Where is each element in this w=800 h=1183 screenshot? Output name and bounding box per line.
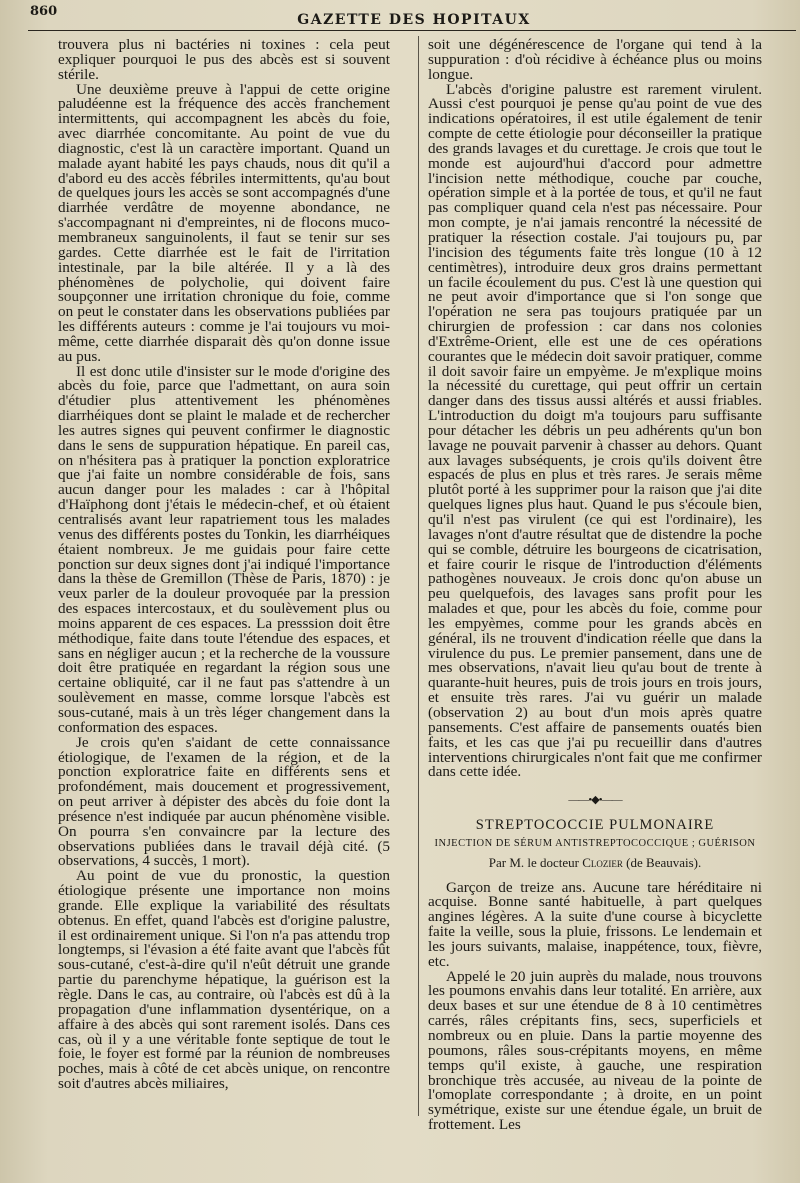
article-subtitle: INJECTION DE SÉRUM ANTISTREPTOCOCCIQUE ; GUÉRISON	[434, 837, 756, 849]
left-column	[58, 38, 390, 1092]
byline-prefix: Par M. le docteur	[488, 854, 583, 870]
column-divider	[418, 36, 419, 1116]
paragraph: soit une dégénérescence de l'organe qui tend à la suppuration : d'où récidive à échéance plus ou moins longue.	[428, 36, 762, 83]
article-byline	[428, 856, 762, 871]
right-column	[428, 38, 762, 1133]
paragraph: Garçon de treize ans. Aucune tare héréditaire ni acquise. Bonne santé habituelle, à part quelques angines légères. A la suite d'une course à bicyclette faite la veille, sous la pluie, frissons. Le lendemain et les jours suivants, malaise, inappétence, toux, fièvre, etc.	[428, 878, 762, 970]
paragraph: Je crois qu'en s'aidant de cette connaissance étiologique, de l'examen de la région, et de la ponction exploratrice faite en différents sens et profondément, mais doucement et progressivement, on peut arriver à dépister des abcès du foie dont la présence n'est indiquée par aucun phénomène visible. On pourra s'en convaincre par la lecture des observations publiées dans le travail déjà cité. (5 observations, 4 succès, 1 mort).	[58, 733, 390, 870]
paragraph: trouvera plus ni bactéries ni toxines : cela peut expliquer pourquoi le pus des abcès est si souvent stérile.	[58, 36, 390, 83]
paragraph: Il est donc utile d'insister sur le mode d'origine des abcès du foie, parce que l'admettant, on aura soin d'étudier plus attentivement les phénomènes diarrhéiques dont se plaint le malade et de rechercher les autres signes qui peuvent confirmer le diagnostic dans le sens de suppuration hépatique. En pareil cas, on n'hésitera pas à pratiquer la ponction exploratrice que j'ai faite un nombre considérable de fois, sans aucun danger pour les malades : car à l'hôpital d'Haïphong dont j'étais le médecin-chef, et où étaient centralisés avant leur rapatriement tous les malades venus des différents postes du Tonkin, les diarrhéiques étaient nombreux. Je me guidais pour faire cette ponction sur deux signes dont j'ai indiqué l'importance dans la thèse de Gremillon (Thèse de Paris, 1870) : je veux parler de la douleur provoquée par la pression des espaces intercostaux, et du soulèvement plus ou moins apparent de ces espaces. La presssion doit être méthodique, faite dans toute l'étendue des espaces, et sans en négliger aucun ; et la recherche de la voussure doit être pratiquée en regardant la région sous une certaine obliquité, car il ne faut pas s'attendre à un soulèvement en masse, comme lorsque l'abcès est sous-cutané, mais à un très léger changement dans la conformation des espaces.	[58, 362, 390, 736]
paragraph: Au point de vue du pronostic, la question étiologique présente une importance non moins grande. Elle explique la variabilité des résultats obtenus. En effet, quand l'abcès est d'origine palustre, il est ordinairement unique. Si l'on n'a pas attendu trop longtemps, si l'évasion a été faite avant que l'abcès fût sous-cutané, c'est-à-dire qu'il n'eût détruit une grande partie du parenchyme hépatique, la guérison est la règle. Dans le cas, au contraire, où l'abcès est dû à la propagation d'une inflammation dysentérique, on a affaire à des abcès qui sont rarement isolés. Dans ces cas, où il y a une véritable fonte septique de tout le foie, le foyer est formé par la réunion de nombreuses poches, mais à côté de cet abcès unique, on rencontre soit d'autres abcès miliaires,	[58, 867, 390, 1093]
paragraph: Appelé le 20 juin auprès du malade, nous trouvons les poumons envahis dans leur totalité. En arrière, aux deux bases et sur une étendue de 8 à 10 centimètres carrés, râles crépitants fins, secs, superficiels et nombreux ou en pluie. Dans la partie moyenne des poumons, râles sous-crépitants moyens, en même temps qu'il existe, à gauche, une respiration bronchique très accusée, au niveau de la pointe de l'omoplate correspondante ; à droite, en un point symétrique, existe sur une étendue égale, un bruit de frottement. Les	[428, 967, 762, 1134]
author-name: Clozier	[582, 854, 623, 870]
paragraph: L'abcès d'origine palustre est rarement virulent. Aussi c'est pourquoi je pense qu'au point de vue des indications opératoires, il est utile également de tenir compte de cette étiologie pour déconseiller la pratique des grands lavages et du curettage. Je crois que tout le monde est aujourd'hui d'accord pour admettre l'incision nette méthodique, couche par couche, opération simple et à la portée de tous, et qu'il ne faut pas compliquer quand cela n'est pas nécessaire. Pour mon compte, je n'ai jamais rencontré la nécessité de pratiquer la résection costale. J'ai toujours pu, par l'incision des téguments faite très longue (10 à 12 centimètres), introduire deux gros drains permettant un facile écoulement du pus. C'est là une question qui ne peut avoir d'importance que si l'on songe que l'opération ne sera pas toujours pratiquée par un chirurgien de profession : car dans nos colonies d'Extrême-Orient, elle est une de ces opérations courantes que le médecin doit savoir pratiquer, comme il doit savoir faire un empyème. Je m'explique moins la nécessité du curettage, qui peut offrir un certain danger dans des tissus aussi altérés et aussi friables. L'introduction du doigt m'a toujours paru suffisante pour détacher les débris un peu adhérents qu'un bon lavage ne pouvait parvenir à chasser au dehors. Quant aux lavages subséquents, je crois qu'ils doivent être espacés de plus en plus et très rares. Je serais même plutôt porté à les supprimer pour la raison que j'ai dite quelques lignes plus haut. Quand le pus s'écoule bien, qu'il n'est pas virulent (ce qui est l'ordinaire), les lavages n'ont d'autre résultat que de distendre la poche qui se comble, détruire les bourgeons de cicatrisation, et faire courir le risque de l'introduction d'éléments pathogènes nouveaux. Je crois donc qu'on abuse un peu quelquefois, des lavages sans profit pour les malades et que, pour les abcès du foie, comme pour les empyèmes, comme pour les grands abcès en général, ils ne trouvent d'indication réelle que dans la virulence du pus. Le premier pansement, dans une de mes observations, n'avait lieu qu'au bout de trente à quarante-huit heures, puis de trois jours en trois jours, et ensuite très rares. J'ai vu guérir un malade (observation 2) au bout d'un mois après quatre pansements. C'est affaire de pansements ouatés bien faits, et les cas que j'ai pu recueillir dans d'autres interventions chirurgicales n'ont fait que me confirmer dans cette idée.	[428, 80, 762, 781]
page-number: 860	[30, 4, 58, 19]
article-title: STREPTOCOCCIE PULMONAIRE	[475, 817, 715, 834]
running-title: GAZETTE DES HOPITAUX	[297, 12, 531, 28]
section-ornament: ——•◆•——	[568, 794, 622, 807]
byline-suffix: (de Beauvais).	[622, 854, 702, 870]
header-rule	[28, 30, 796, 31]
paragraph: Une deuxième preuve à l'appui de cette origine paludéenne est la fréquence des accès franchement intermittents, qui accompagnent les abcès du foie, avec diarrhée concomitante. Au point de vue du diagnostic, c'est là un caractère important. Quand un malade ayant habité les pays chauds, nous dit qu'il a d'abord eu des accès fébriles intermittents, qu'au bout de quelques jours les accès se sont accompagnés d'une diarrhée verdâtre de moyenne abondance, ne s'accompagnant ni d'empreintes, ni de flocons muco-membraneux sanguinolents, il faut se tenir sur ses gardes. Cette diarrhée est le fait de l'irritation intestinale, par la bile altérée. Il y a là des phénomènes de polycholie, qui doivent faire soupçonner une irritation chronique du foie, comme on peut le constater dans les observations publiées par les différents auteurs : comme je l'ai toujours vu moi-même, cette diarrhée disparait dès qu'on donne issue au pus.	[58, 80, 390, 365]
